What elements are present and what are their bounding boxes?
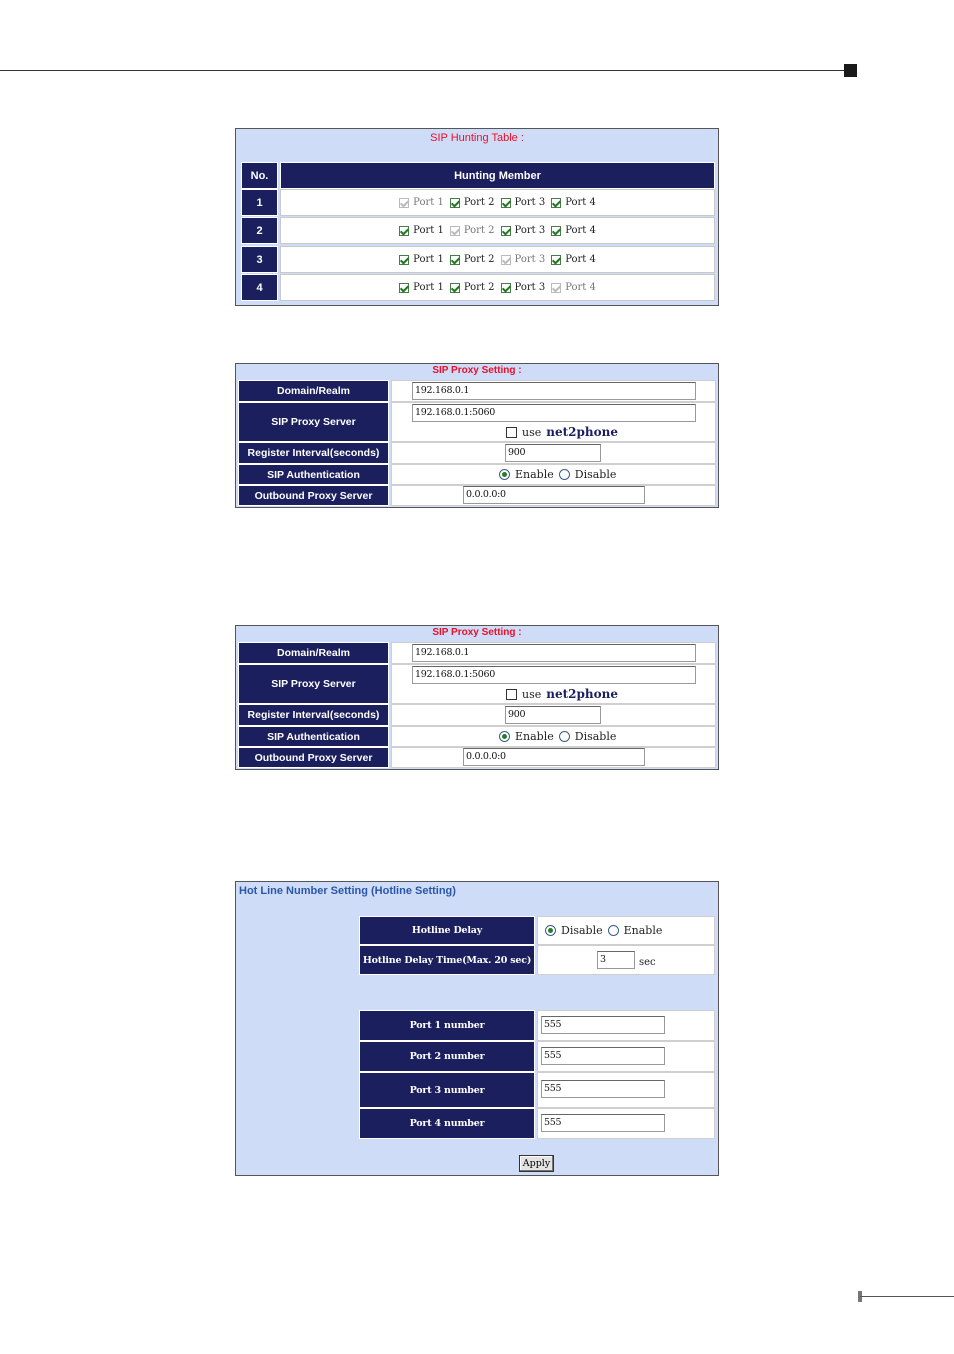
hunting-col-no: No.	[241, 162, 278, 189]
port1-number-label: Port 1 number	[359, 1010, 535, 1041]
port-checkbox[interactable]	[450, 255, 460, 265]
sip-auth-row	[238, 464, 716, 485]
port-label: Port 4	[565, 282, 596, 293]
port-checkbox[interactable]	[450, 198, 460, 208]
proxy-title: SIP Proxy Setting :	[432, 365, 522, 376]
port-label: Port 4	[565, 197, 596, 208]
sip-proxy-setting-panel-2	[235, 625, 719, 770]
hunting-row	[241, 246, 715, 273]
outbound-proxy-input[interactable]: 0.0.0.0:0	[463, 486, 645, 504]
sip-auth-cell	[391, 726, 716, 747]
port-label: Port 3	[514, 254, 546, 265]
footer-rule	[860, 1296, 954, 1297]
hunting-members-cell	[280, 274, 715, 301]
hunting-port-option	[399, 282, 444, 293]
register-interval-row	[238, 704, 716, 726]
port4-number-input[interactable]: 555	[541, 1114, 665, 1132]
port2-number-label: Port 2 number	[359, 1041, 535, 1072]
proxy-server-row	[238, 402, 716, 442]
hunting-table-title: SIP Hunting Table :	[430, 132, 524, 144]
proxy-server-input[interactable]: 192.168.0.1:5060	[412, 666, 696, 684]
auth-disable-label: Disable	[574, 730, 617, 743]
hunting-members-cell	[280, 189, 715, 216]
hunting-port-option	[399, 197, 444, 208]
hunting-port-option	[450, 225, 495, 236]
domain-row	[238, 380, 716, 402]
outbound-proxy-cell	[391, 485, 716, 506]
use-label: use	[522, 687, 542, 701]
port-label: Port 1	[413, 254, 444, 265]
hunting-col-member: Hunting Member	[280, 162, 715, 189]
hunting-port-option	[551, 225, 596, 236]
use-label: use	[522, 425, 542, 439]
hotline-delay-time-row	[359, 945, 715, 975]
hotline-delay-time-cell	[537, 945, 715, 975]
hunting-row-number: 2	[241, 217, 278, 244]
sip-auth-row	[238, 726, 716, 747]
port-checkbox[interactable]	[399, 283, 409, 293]
outbound-proxy-label: Outbound Proxy Server	[238, 747, 389, 768]
net2phone-option	[506, 425, 618, 439]
sip-auth-label: SIP Authentication	[238, 726, 389, 747]
auth-enable-radio[interactable]	[499, 731, 510, 742]
net2phone-checkbox[interactable]	[506, 689, 517, 700]
proxy-title: SIP Proxy Setting :	[432, 627, 522, 638]
port-label: Port 1	[413, 197, 444, 208]
hunting-row	[241, 274, 715, 301]
hunting-header-row	[241, 162, 715, 189]
port-checkbox	[501, 255, 511, 265]
hotline-enable-radio[interactable]	[608, 925, 619, 936]
port2-number-cell	[537, 1041, 715, 1072]
hunting-port-option	[450, 254, 495, 265]
port1-number-row	[359, 1010, 715, 1041]
header-rule	[0, 70, 846, 71]
port-checkbox[interactable]	[450, 283, 460, 293]
hunting-port-option	[501, 197, 546, 208]
domain-input[interactable]: 192.168.0.1	[412, 382, 696, 400]
port-checkbox	[399, 198, 409, 208]
hotline-delay-row	[359, 916, 715, 945]
auth-disable-label: Disable	[574, 468, 617, 481]
port-checkbox[interactable]	[501, 226, 511, 236]
port-checkbox[interactable]	[399, 226, 409, 236]
port-checkbox[interactable]	[399, 255, 409, 265]
hotline-delay-time-input[interactable]: 3	[597, 951, 635, 969]
register-interval-cell	[391, 704, 716, 726]
register-interval-cell	[391, 442, 716, 464]
port-label: Port 2	[463, 225, 495, 236]
domain-cell	[391, 642, 716, 664]
hunting-port-option	[399, 254, 444, 265]
hunting-port-option	[501, 225, 546, 236]
port-label: Port 3	[514, 197, 546, 208]
auth-enable-label: Enable	[515, 468, 554, 481]
register-interval-label: Register Interval(seconds)	[238, 704, 389, 726]
sip-auth-radios	[499, 468, 616, 481]
hunting-port-option	[551, 197, 596, 208]
port1-number-input[interactable]: 555	[541, 1016, 665, 1034]
register-interval-row	[238, 442, 716, 464]
auth-disable-radio[interactable]	[559, 731, 570, 742]
port-label: Port 3	[514, 225, 546, 236]
sec-unit: sec	[639, 957, 656, 968]
proxy-server-input[interactable]: 192.168.0.1:5060	[412, 404, 696, 422]
hunting-port-option	[501, 282, 546, 293]
net2phone-option	[506, 687, 618, 701]
sip-hunting-table-panel	[235, 128, 719, 306]
port3-number-cell	[537, 1072, 715, 1108]
port-label: Port 2	[463, 282, 495, 293]
hunting-port-option	[450, 197, 495, 208]
hotline-delay-time-label: Hotline Delay Time(Max. 20 sec)	[359, 945, 535, 975]
port4-number-label: Port 4 number	[359, 1108, 535, 1139]
hotline-disable-label: Disable	[561, 924, 603, 937]
hunting-port-option	[399, 225, 444, 236]
proxy-server-label: SIP Proxy Server	[238, 664, 389, 704]
hunting-port-option	[551, 282, 596, 293]
hotline-delay-label: Hotline Delay	[359, 916, 535, 945]
port-label: Port 2	[463, 197, 495, 208]
outbound-proxy-label: Outbound Proxy Server	[238, 485, 389, 506]
net2phone-label: net2phone	[546, 687, 618, 701]
hunting-port-option	[501, 254, 546, 265]
port1-number-cell	[537, 1010, 715, 1041]
apply-button[interactable]: Apply	[519, 1155, 554, 1172]
port3-number-label: Port 3 number	[359, 1072, 535, 1108]
proxy-server-cell	[391, 402, 716, 442]
port-checkbox[interactable]	[551, 198, 561, 208]
port-checkbox[interactable]	[501, 198, 511, 208]
auth-disable-radio[interactable]	[559, 469, 570, 480]
domain-input[interactable]: 192.168.0.1	[412, 644, 696, 662]
domain-label: Domain/Realm	[238, 380, 389, 402]
port3-number-row	[359, 1072, 715, 1108]
outbound-proxy-input[interactable]: 0.0.0.0:0	[463, 748, 645, 766]
hotline-disable-radio[interactable]	[545, 925, 556, 936]
hotline-delay-cell	[537, 916, 715, 945]
net2phone-checkbox[interactable]	[506, 427, 517, 438]
proxy-server-label: SIP Proxy Server	[238, 402, 389, 442]
hunting-members-cell	[280, 217, 715, 244]
hotline-delay-radios	[545, 924, 662, 937]
port-label: Port 4	[565, 254, 596, 265]
sip-auth-label: SIP Authentication	[238, 464, 389, 485]
outbound-proxy-row	[238, 747, 716, 768]
hunting-row	[241, 189, 715, 216]
register-interval-input[interactable]: 900	[505, 444, 601, 462]
sip-auth-radios	[499, 730, 616, 743]
hunting-row-number: 4	[241, 274, 278, 301]
hotline-setting-panel	[235, 881, 719, 1176]
proxy-server-row	[238, 664, 716, 704]
hunting-row	[241, 217, 715, 244]
proxy-server-cell	[391, 664, 716, 704]
outbound-proxy-cell	[391, 747, 716, 768]
port-label: Port 4	[565, 225, 596, 236]
auth-enable-label: Enable	[515, 730, 554, 743]
net2phone-label: net2phone	[546, 425, 618, 439]
hotline-title: Hot Line Number Setting (Hotline Setting)	[239, 885, 456, 897]
port4-number-row	[359, 1108, 715, 1139]
domain-label: Domain/Realm	[238, 642, 389, 664]
hunting-row-number: 1	[241, 189, 278, 216]
hunting-port-option	[450, 282, 495, 293]
port4-number-cell	[537, 1108, 715, 1139]
domain-row	[238, 642, 716, 664]
port-checkbox[interactable]	[551, 226, 561, 236]
port-label: Port 3	[514, 282, 546, 293]
port-label: Port 2	[463, 254, 495, 265]
hotline-enable-label: Enable	[623, 924, 663, 937]
port2-number-input[interactable]: 555	[541, 1047, 665, 1065]
auth-enable-radio[interactable]	[499, 469, 510, 480]
hunting-port-option	[551, 254, 596, 265]
port3-number-input[interactable]: 555	[541, 1080, 665, 1098]
port-label: Port 1	[413, 225, 444, 236]
port-checkbox[interactable]	[551, 255, 561, 265]
port-checkbox	[551, 283, 561, 293]
sip-auth-cell	[391, 464, 716, 485]
sip-proxy-setting-panel-1	[235, 363, 719, 508]
domain-cell	[391, 380, 716, 402]
port-checkbox	[450, 226, 460, 236]
register-interval-input[interactable]: 900	[505, 706, 601, 724]
register-interval-label: Register Interval(seconds)	[238, 442, 389, 464]
port-checkbox[interactable]	[501, 283, 511, 293]
hunting-row-number: 3	[241, 246, 278, 273]
port2-number-row	[359, 1041, 715, 1072]
hunting-members-cell	[280, 246, 715, 273]
outbound-proxy-row	[238, 485, 716, 506]
header-marker-square	[844, 64, 857, 77]
port-label: Port 1	[413, 282, 444, 293]
